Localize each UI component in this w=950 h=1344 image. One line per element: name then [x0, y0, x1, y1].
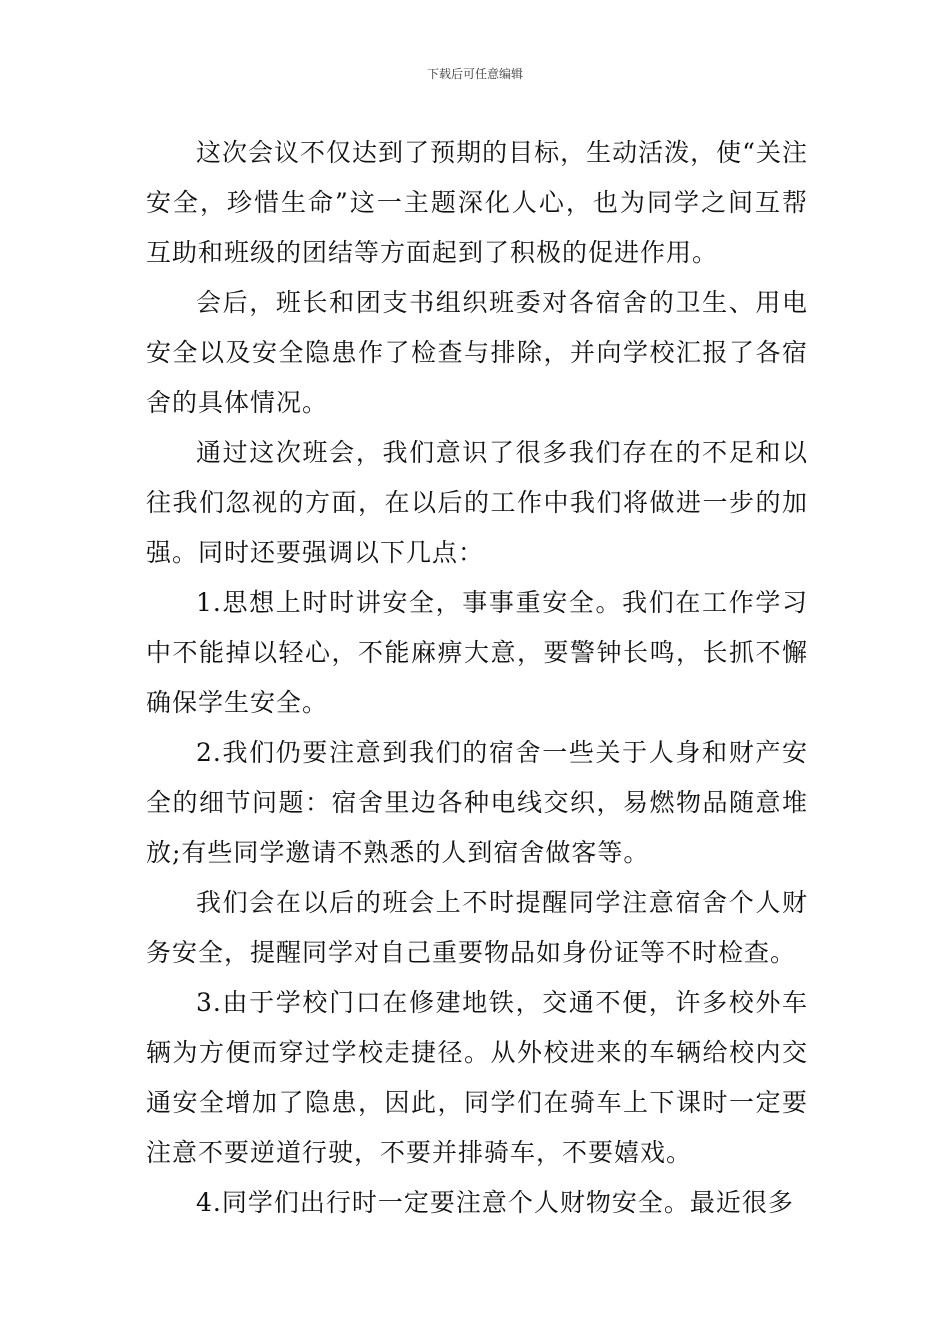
- paragraph: 通过这次班会，我们意识了很多我们存在的不足和以往我们忽视的方面，在以后的工作中我们将做进一步的加强。同时还要强调以下几点：: [146, 438, 808, 567]
- list-item-paragraph: 2.我们仍要注意到我们的宿舍一些关于人身和财产安全的细节问题：宿舍里边各种电线交织，易燃物品随意堆放;有些同学邀请不熟悉的人到宿舍做客等。: [146, 738, 808, 867]
- document-body: [146, 128, 808, 1228]
- header-note: 下载后可任意编辑: [426, 67, 523, 81]
- list-item-paragraph: 4.同学们出行时一定要注意个人财物安全。最近很多: [196, 1188, 794, 1217]
- list-item-paragraph: 3.由于学校门口在修建地铁，交通不便，许多校外车辆为方便而穿过学校走捷径。从外校进来的车辆给校内交通安全增加了隐患，因此，同学们在骑车上下课时一定要注意不要逆道行驶，不要并排骑车，不要嬉戏。: [146, 988, 808, 1167]
- paragraph: 会后，班长和团支书组织班委对各宿舍的卫生、用电安全以及安全隐患作了检查与排除，并向学校汇报了各宿舍的具体情况。: [146, 288, 808, 417]
- paragraph: 我们会在以后的班会上不时提醒同学注意宿舍个人财务安全，提醒同学对自己重要物品如身份证等不时检查。: [146, 888, 808, 967]
- paragraph: 这次会议不仅达到了预期的目标，生动活泼，使“关注安全，珍惜生命”这一主题深化人心，也为同学之间互帮互助和班级的团结等方面起到了积极的促进作用。: [146, 138, 808, 267]
- list-item-paragraph: 1.思想上时时讲安全，事事重安全。我们在工作学习中不能掉以轻心，不能麻痹大意，要警钟长鸣，长抓不懈确保学生安全。: [146, 588, 808, 717]
